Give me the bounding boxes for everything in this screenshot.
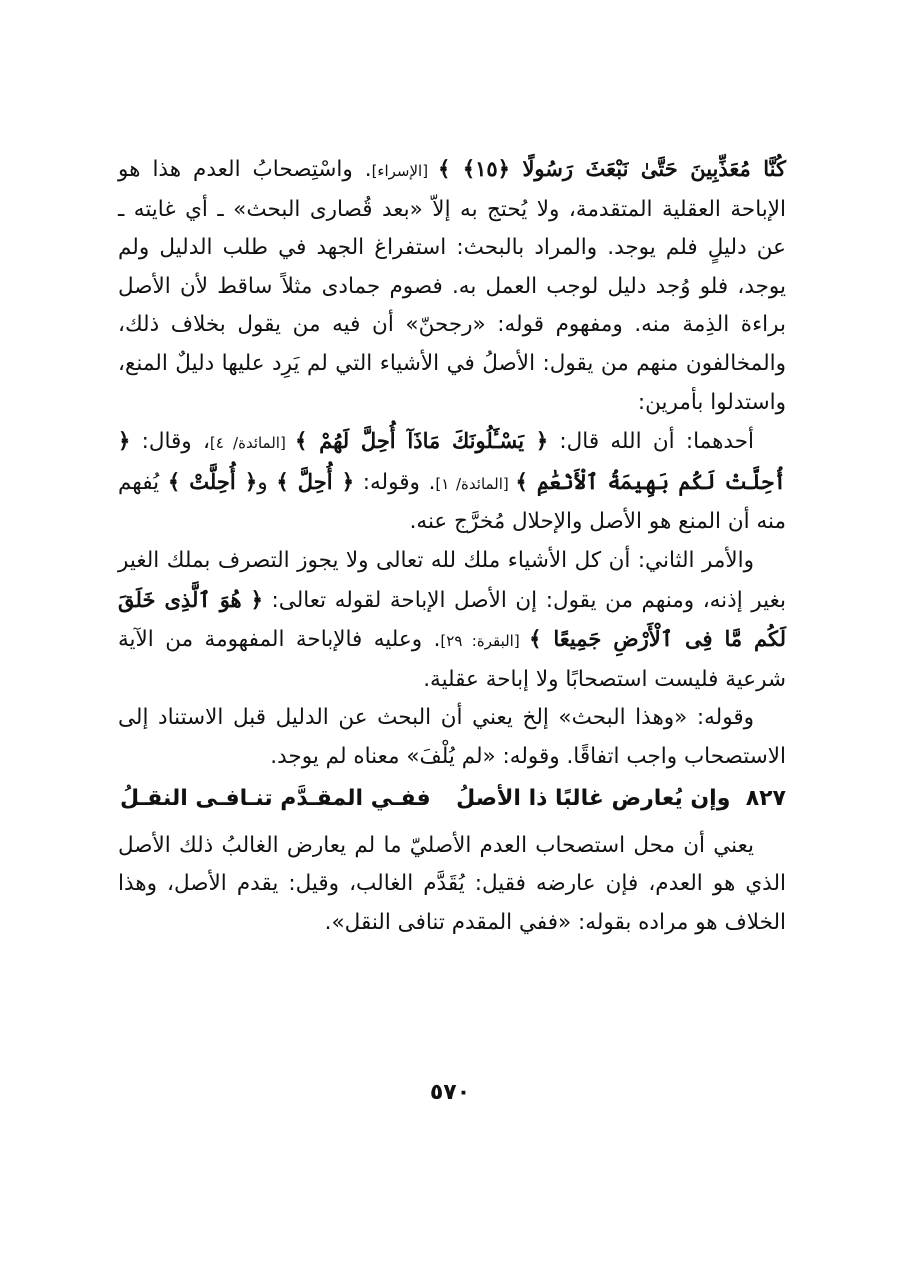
- page-number: ٥٧٠: [429, 1080, 471, 1105]
- surah-reference: [الإسراء]: [371, 162, 438, 180]
- verse-left-hemistich: ففـي المقـدَّم تنـافـى النقـلُ: [120, 785, 431, 811]
- paragraph-4: [118, 699, 786, 776]
- quran-quote: ﴿ أُحِلَّ ﴾: [276, 468, 355, 494]
- paragraph-text: . وقوله:: [354, 469, 436, 495]
- surah-reference: [المائدة/ ٤]: [209, 434, 296, 453]
- paragraph-text: . وعليه فالإباحة المفهومة من الآية شرعية فليست استصحابًا ولا إباحة عقلية.: [118, 627, 786, 692]
- poem-verse: [118, 779, 786, 819]
- quran-quote: كُنَّا مُعَذِّبِينَ حَتَّىٰ نَبْعَثَ رَسُولًا ﴿١٥﴾ ﴾: [438, 156, 786, 181]
- verse-number: ٨٢٧: [745, 785, 786, 811]
- paragraph-text: . واسْتِصحابُ العدم هذا هو الإباحة العقلية المتقدمة، ولا يُحتج به إلاّ «بعد قُصارى البحث» ـ أي غايته ـ عن دليلٍ فلم يوجد. والمراد بالبحث: استفراغ الجهد في طلب الدليل ولم يوجد، فلو وُجد دليل لوجب العمل به. فصوم جمادى مثلاً ساقط لأن الأصل براءة الذِمة منه. ومفهوم قوله: «رجحنّ» أن فيه من يقول بخلاف ذلك، والمخالفون منهم من يقول: الأصلُ في الأشياء التي لم يَرِد عليها دليلٌ المنع، واستدلوا بأمرين:: [118, 157, 786, 415]
- paragraph-3: [118, 542, 786, 699]
- paragraph-text: ، وقال:: [130, 429, 210, 455]
- paragraph-text: يُفهم منه أن المنع هو الأصل والإحلال مُخرَّج عنه.: [118, 469, 786, 535]
- paragraph-text: وقوله: «وهذا البحث» إلخ يعني أن البحث عن الدليل قبل الاستناد إلى الاستصحاب واجب اتفاقًا. وقوله: «لم يُلْفَ» معناه لم يوجد.: [118, 705, 786, 769]
- verse-right-hemistich: [456, 779, 786, 819]
- quran-quote: ﴿ أُحِلَّتْ ﴾: [167, 468, 258, 494]
- commentary-paragraph: يعني أن محل استصحاب العدم الأصليّ ما لم يعارض الغالبُ ذلك الأصل الذي هو العدم، فإن عارضه فقيل: يُقَدَّم الغالب، وقيل: يقدم الأصل، وهذا الخلاف هو مراده بقوله: «ففي المقدم تنافى النقل».: [118, 832, 786, 935]
- paragraph-1: [118, 150, 786, 422]
- surah-reference: [البقرة: ٢٩]: [440, 632, 530, 651]
- page-body: [118, 150, 786, 942]
- surah-reference: [المائدة/ ١]: [435, 474, 516, 493]
- paragraph-text: و: [257, 469, 277, 495]
- quran-quote: ﴿ يَسْـَٔلُونَكَ مَاذَآ أُحِلَّ لَهُمْ ﴾: [295, 428, 549, 454]
- paragraph-2: [118, 422, 786, 542]
- paragraph-text: والأمر الثاني: أن كل الأشياء ملك لله تعالى ولا يجوز التصرف بملك الغير بغير إذنه، ومنهم من يقول: إن الأصل الإباحة لقوله تعالى:: [118, 547, 786, 613]
- paragraph-text: أحدهما: أن الله قال:: [548, 429, 754, 455]
- quran-quote: ﴿ أُحِلَّتْ لَكُم بَهِيمَةُ ٱلْأَنْعَٰمِ ﴾: [118, 428, 787, 494]
- verse-right-text: وإن يُعارض غالبًا ذا الأصلُ: [456, 785, 731, 811]
- quran-quote: ﴿ هُوَ ٱلَّذِى خَلَقَ لَكُم مَّا فِى ٱلْأَرْضِ جَمِيعًا ﴾: [118, 586, 786, 652]
